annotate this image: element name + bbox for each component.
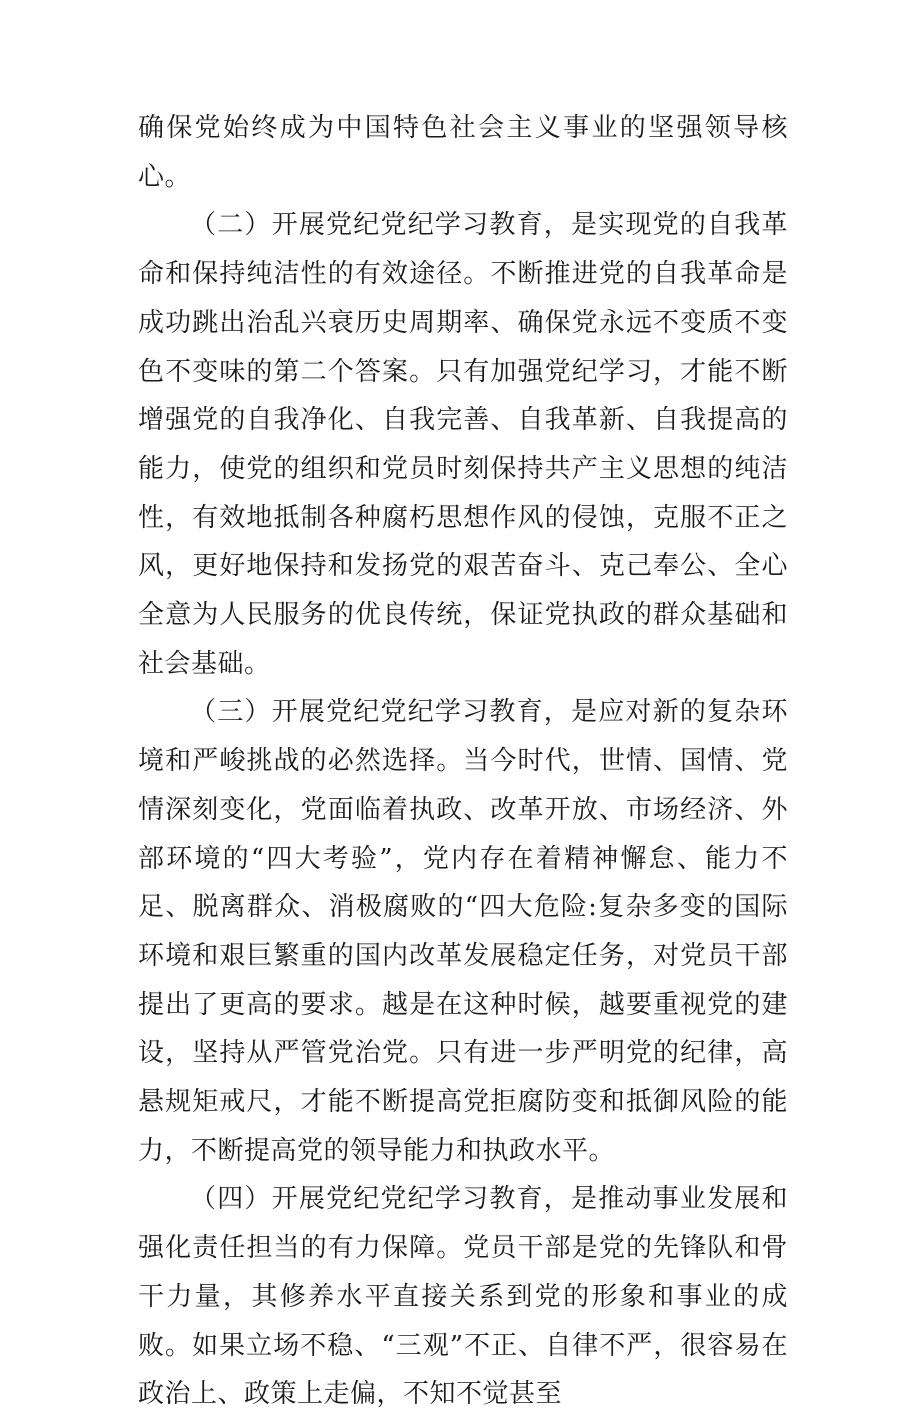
paragraph-continuation: 确保党始终成为中国特色社会主义事业的坚强领导核心。	[138, 113, 788, 192]
paragraph-section-2: （二）开展党纪党纪学习教育，是实现党的自我革命和保持纯洁性的有效途径。不断推进党的自我革命是成功跳出治乱兴衰历史周期率、确保党永远不变质不变色不变味的第二个答案。只有加强党纪学习，才能不断增强党的自我净化、自我完善、自我革新、自我提高的能力，使党的组织和党员时刻保持共产主义思想的纯洁性，有效地抵制各种腐朽思想作风的侵蚀，克服不正之风，更好地保持和发扬党的艰苦奋斗、克己奉公、全心全意为人民服务的优良传统，保证党执政的群众基础和社会基础。	[138, 210, 788, 679]
paragraph-section-4: （四）开展党纪党纪学习教育，是推动事业发展和强化责任担当的有力保障。党员干部是党的先锋队和骨干力量，其修养水平直接关系到党的形象和事业的成败。如果立场不稳、“三观”不正、自律不严，很容易在政治上、政策上走偏，不知不觉甚至	[138, 1184, 788, 1410]
paragraph-section-3: （三）开展党纪党纪学习教育，是应对新的复杂环境和严峻挑战的必然选择。当今时代，世情、国情、党情深刻变化，党面临着执政、改革开放、市场经济、外部环境的“四大考验”，党内存在着精神懈怠、能力不足、脱离群众、消极腐败的“四大危险:复杂多变的国际环境和艰巨繁重的国内改革发展稳定任务，对党员干部提出了更高的要求。越是在这种时候，越要重视党的建设，坚持从严管党治党。只有进一步严明党的纪律，高悬规矩戒尺，才能不断提高党拒腐防变和抵御风险的能力，不断提高党的领导能力和执政水平。	[138, 697, 788, 1166]
document-body	[138, 104, 788, 1419]
